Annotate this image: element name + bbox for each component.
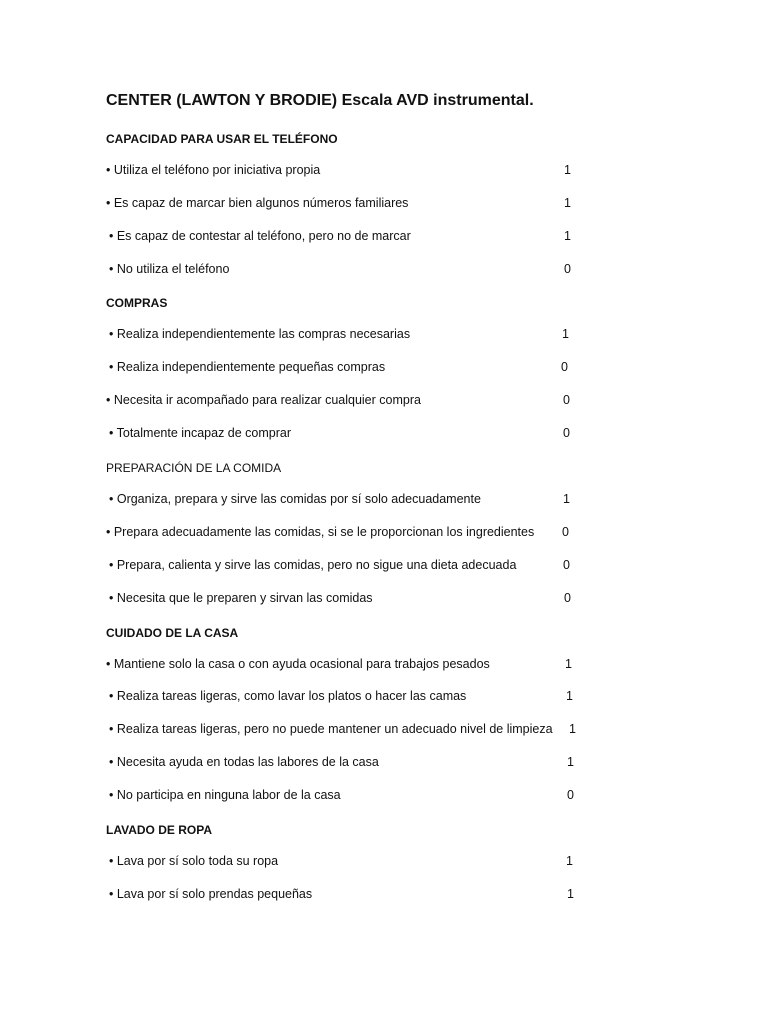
item-text: • Prepara adecuadamente las comidas, si se le proporcionan los ingredientes <box>106 525 535 539</box>
item-text: • Prepara, calienta y sirve las comidas, pero no sigue una dieta adecuada <box>109 558 517 572</box>
item-score: 1 <box>567 887 574 901</box>
item-text: • Es capaz de marcar bien algunos números familiares <box>106 196 409 210</box>
item-text: • Necesita ayuda en todas las labores de la casa <box>109 755 379 769</box>
item-score: 1 <box>564 163 571 177</box>
item-text: • Es capaz de contestar al teléfono, pero no de marcar <box>109 229 411 243</box>
item-text: • Necesita ir acompañado para realizar cualquier compra <box>106 393 421 407</box>
item-score: 1 <box>566 854 573 868</box>
item-score: 1 <box>562 327 569 341</box>
list-item <box>0 755 768 775</box>
section-heading-casa: CUIDADO DE LA CASA <box>106 626 239 640</box>
list-item <box>0 887 768 907</box>
item-text: • Mantiene solo la casa o con ayuda ocasional para trabajos pesados <box>106 657 490 671</box>
list-item <box>0 360 768 380</box>
list-item <box>0 163 768 183</box>
list-item <box>0 525 768 545</box>
list-item <box>0 722 768 742</box>
list-item <box>0 591 768 611</box>
list-item <box>0 196 768 216</box>
section-heading-compras: COMPRAS <box>106 296 168 310</box>
item-text: • Organiza, prepara y sirve las comidas por sí solo adecuadamente <box>109 492 481 506</box>
item-text: • Totalmente incapaz de comprar <box>109 426 292 440</box>
list-item <box>0 657 768 677</box>
item-text: • Utiliza el teléfono por iniciativa propia <box>106 163 321 177</box>
item-score: 1 <box>563 492 570 506</box>
item-score: 1 <box>566 689 573 703</box>
item-score: 0 <box>564 262 571 276</box>
list-item <box>0 788 768 808</box>
section-heading-ropa: LAVADO DE ROPA <box>106 823 213 837</box>
item-score: 1 <box>564 229 571 243</box>
item-text: • Realiza independientemente pequeñas compras <box>109 360 386 374</box>
list-item <box>0 229 768 249</box>
list-item <box>0 426 768 446</box>
item-score: 1 <box>565 657 572 671</box>
item-text: • Realiza tareas ligeras, como lavar los platos o hacer las camas <box>109 689 467 703</box>
item-text: • Realiza tareas ligeras, pero no puede mantener un adecuado nivel de limpieza <box>109 722 553 736</box>
list-item <box>0 854 768 874</box>
item-text: • No participa en ninguna labor de la casa <box>109 788 341 802</box>
item-text: • Necesita que le preparen y sirvan las comidas <box>109 591 373 605</box>
section-heading-telefono: CAPACIDAD PARA USAR EL TELÉFONO <box>106 132 338 146</box>
item-score: 0 <box>562 525 569 539</box>
item-text: • Realiza independientemente las compras necesarias <box>109 327 411 341</box>
item-score: 0 <box>561 360 568 374</box>
list-item <box>0 262 768 282</box>
item-score: 0 <box>563 393 570 407</box>
item-score: 1 <box>564 196 571 210</box>
list-item <box>0 492 768 512</box>
list-item <box>0 689 768 709</box>
item-score: 1 <box>567 755 574 769</box>
section-heading-comida: PREPARACIÓN DE LA COMIDA <box>106 461 282 475</box>
item-score: 1 <box>569 722 576 736</box>
item-score: 0 <box>564 591 571 605</box>
item-score: 0 <box>563 426 570 440</box>
item-text: • No utiliza el teléfono <box>109 262 230 276</box>
item-score: 0 <box>567 788 574 802</box>
item-score: 0 <box>563 558 570 572</box>
list-item <box>0 327 768 347</box>
item-text: • Lava por sí solo prendas pequeñas <box>109 887 313 901</box>
document-title: CENTER (LAWTON Y BRODIE) Escala AVD instrumental. <box>106 92 534 109</box>
list-item <box>0 558 768 578</box>
item-text: • Lava por sí solo toda su ropa <box>109 854 279 868</box>
list-item <box>0 393 768 413</box>
